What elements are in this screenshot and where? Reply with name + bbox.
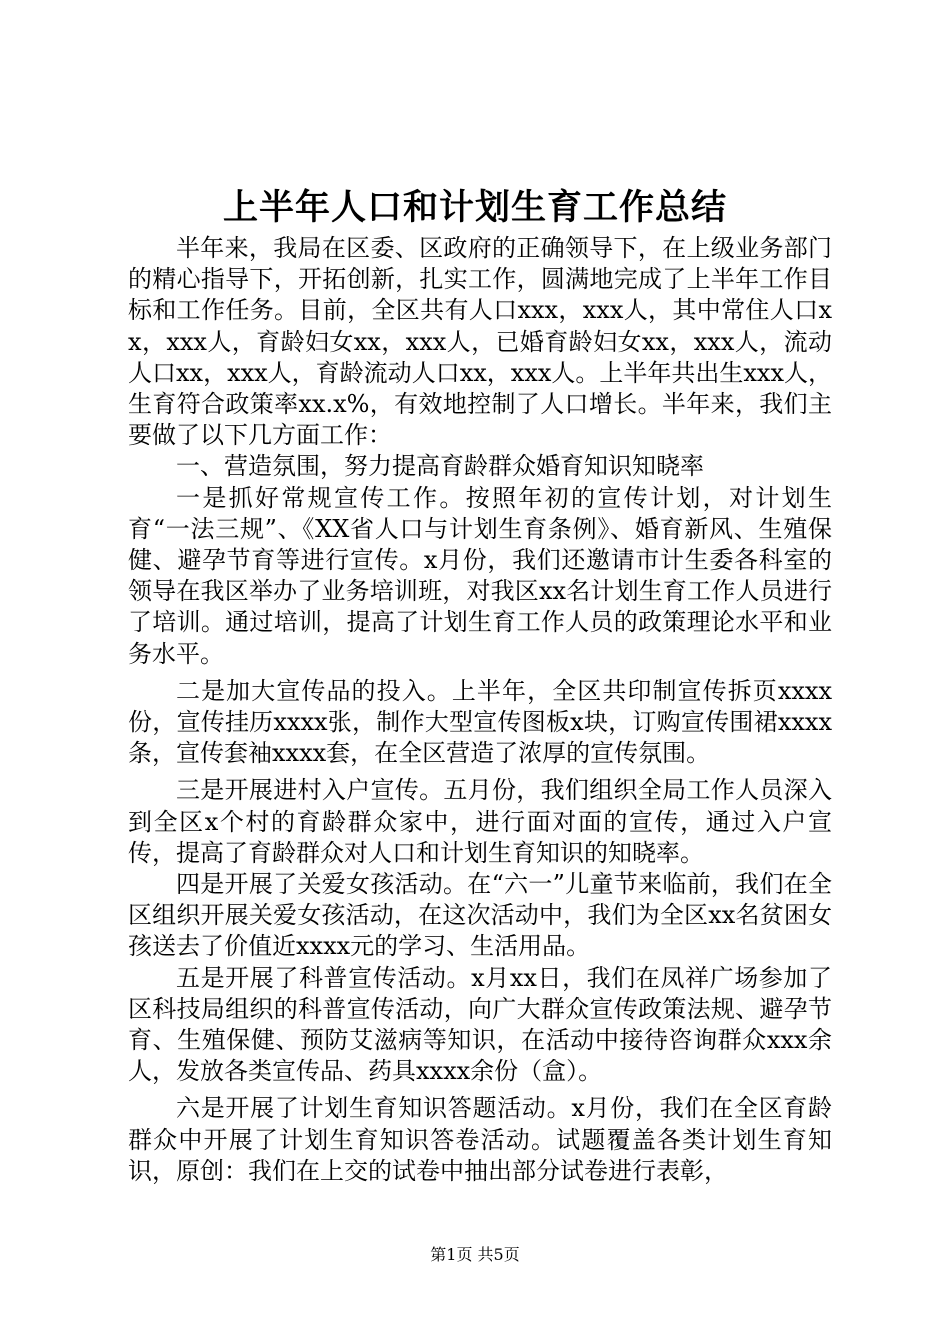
paragraph-item-5: 五是开展了科普宣传活动。x月xx日，我们在凤祥广场参加了区科技局组织的科普宣传活动，向广大群众宣传政策法规、避孕节育、生殖保健、预防艾滋病等知识，在活动中接待咨询群众xxx余人，发放各类宣传品、药具xxxx余份（盒）。	[128, 963, 832, 1086]
document-title: 上半年人口和计划生育工作总结	[222, 187, 727, 228]
document-body	[128, 233, 832, 1187]
paragraph-item-4: 四是开展了关爱女孩活动。在“六一”儿童节来临前，我们在全区组织开展关爱女孩活动，在这次活动中，我们为全区xx名贫困女孩送去了价值近xxxx元的学习、生活用品。	[128, 870, 832, 961]
paragraph-item-3: 三是开展进村入户宣传。五月份，我们组织全局工作人员深入到全区x个村的育龄群众家中，进行面对面的宣传，通过入户宣传，提高了育龄群众对人口和计划生育知识的知晓率。	[128, 776, 832, 867]
paragraph-item-1: 一是抓好常规宣传工作。按照年初的宣传计划，对计划生育“一法三规”、《XX省人口与计划生育条例》、婚育新风、生殖保健、避孕节育等进行宣传。x月份，我们还邀请市计生委各科室的领导在我区举办了业务培训班，对我区xx名计划生育工作人员进行了培训。通过培训，提高了计划生育工作人员的政策理论水平和业务水平。	[128, 483, 832, 668]
section-heading-1: 一、营造氛围，努力提高育龄群众婚育知识知晓率	[176, 452, 704, 481]
page-footer: 第1页 共5页	[430, 1245, 520, 1264]
paragraph-item-2: 二是加大宣传品的投入。上半年，全区共印制宣传拆页xxxx份，宣传挂历xxxx张，制作大型宣传图板x块，订购宣传围裙xxxx条，宣传套袖xxxx套，在全区营造了浓厚的宣传氛围。	[128, 676, 832, 768]
paragraph-intro: 半年来，我局在区委、区政府的正确领导下，在上级业务部门的精心指导下，开拓创新，扎实工作，圆满地完成了上半年工作目标和工作任务。目前，全区共有人口xxx，xxx人，其中常住人口xx，xxx人，育龄妇女xx，xxx人，已婚育龄妇女xx，xxx人，流动人口xx，xxx人，育龄流动人口xx，xxx人。上半年共出生xxx人，生育符合政策率xx.x%，有效地控制了人口增长。半年来，我们主要做了以下几方面工作：	[128, 234, 832, 450]
paragraph-item-6: 六是开展了计划生育知识答题活动。x月份，我们在全区育龄群众中开展了计划生育知识答卷活动。试题覆盖各类计划生育知识，原创：我们在上交的试卷中抽出部分试卷进行表彰，	[128, 1094, 832, 1185]
